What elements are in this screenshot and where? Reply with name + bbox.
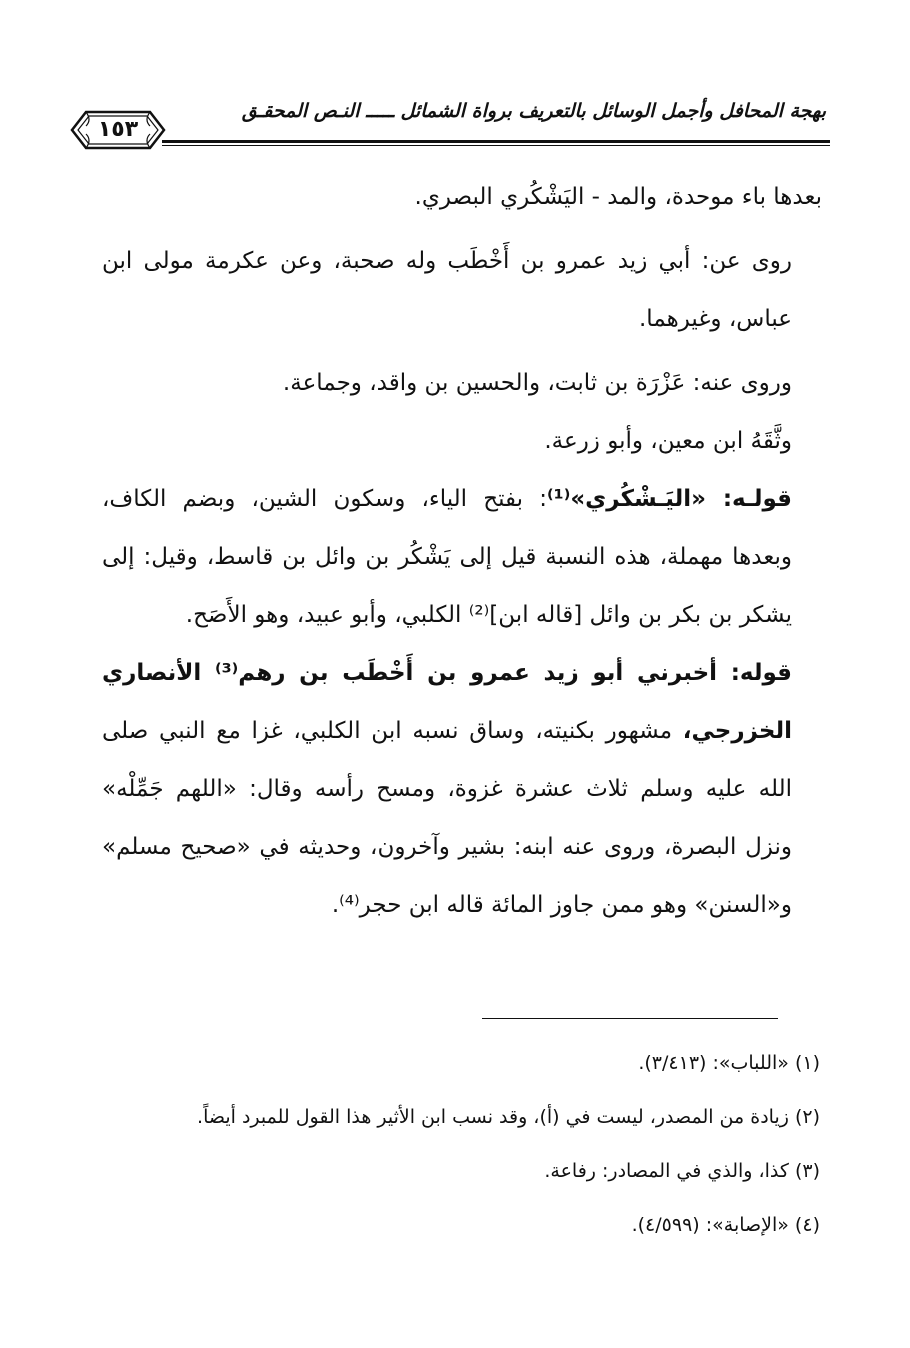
footnote-2: (٢) زيادة من المصدر، ليست في (أ)، وقد نسب ابن الأثير هذا القول للمبرد أيضاً. [197,1106,820,1128]
footnote-1: (١) «اللباب»: (٣/٤١٣). [638,1052,820,1074]
header-rule-thin [162,145,830,146]
paragraph-6-lead: قوله: أخبرني أبو زيد عمرو بن أَخْطَب بن رهم⁽³⁾ الأنصاري الخزرجي، [102,660,792,744]
footnote-3: (٣) كذا، والذي في المصادر: رفاعة. [544,1160,820,1182]
paragraph-4: وثَّقَهُ ابن معين، وأبو زرعة. [544,428,792,454]
footnote-separator [482,1018,778,1019]
main-text [102,168,822,934]
footnotes [120,1036,820,1252]
page-header [70,96,830,156]
paragraph-5 [102,470,822,644]
footnote-4: (٤) «الإصابة»: (٤/٥٩٩). [631,1214,820,1236]
page-number-badge [70,108,166,152]
paragraph-5-text: : بفتح الياء، وسكون الشين، وبضم الكاف، وبعدها مهملة، هذه النسبة قيل إلى يَشْكُر بن وائل بن قاسط، وقيل: إلى يشكر بن بكر بن وائل [قاله ابن]⁽²⁾ الكلبي، وأبو عبيد، وهو الأَصَح. [102,486,792,628]
page-number: ١٥٣ [97,117,139,142]
paragraph-6 [102,644,822,934]
header-rule [162,140,830,143]
paragraph-2: روى عن: أبي زيد عمرو بن أَخْطَب وله صحبة، وعن عكرمة مولى ابن عباس، وغيرهما. [102,248,792,332]
paragraph-1: بعدها باء موحدة، والمد - اليَشْكُري البصري. [414,184,822,210]
paragraph-5-lead: قولـه: «اليَـشْكُري»⁽¹⁾ [546,486,792,512]
running-title: بهجة المحافل وأجمل الوسائل بالتعريف برواة الشمائل ـــــ النـص المحقـق [241,100,826,122]
paragraph-3: وروى عنه: عَزْرَة بن ثابت، والحسين بن واقد، وجماعة. [282,370,792,396]
paragraph-6-text: مشهور بكنيته، وساق نسبه ابن الكلبي، غزا مع النبي صلى الله عليه وسلم ثلاث عشرة غزوة، ومسح رأسه وقال: «اللهم جَمِّلْه» ونزل البصرة، وروى عنه ابنه: بشير وآخرون، وحديثه في «صحيح مسلم» و«السنن» وهو ممن جاوز المائة قاله ابن حجر⁽⁴⁾. [102,718,792,918]
